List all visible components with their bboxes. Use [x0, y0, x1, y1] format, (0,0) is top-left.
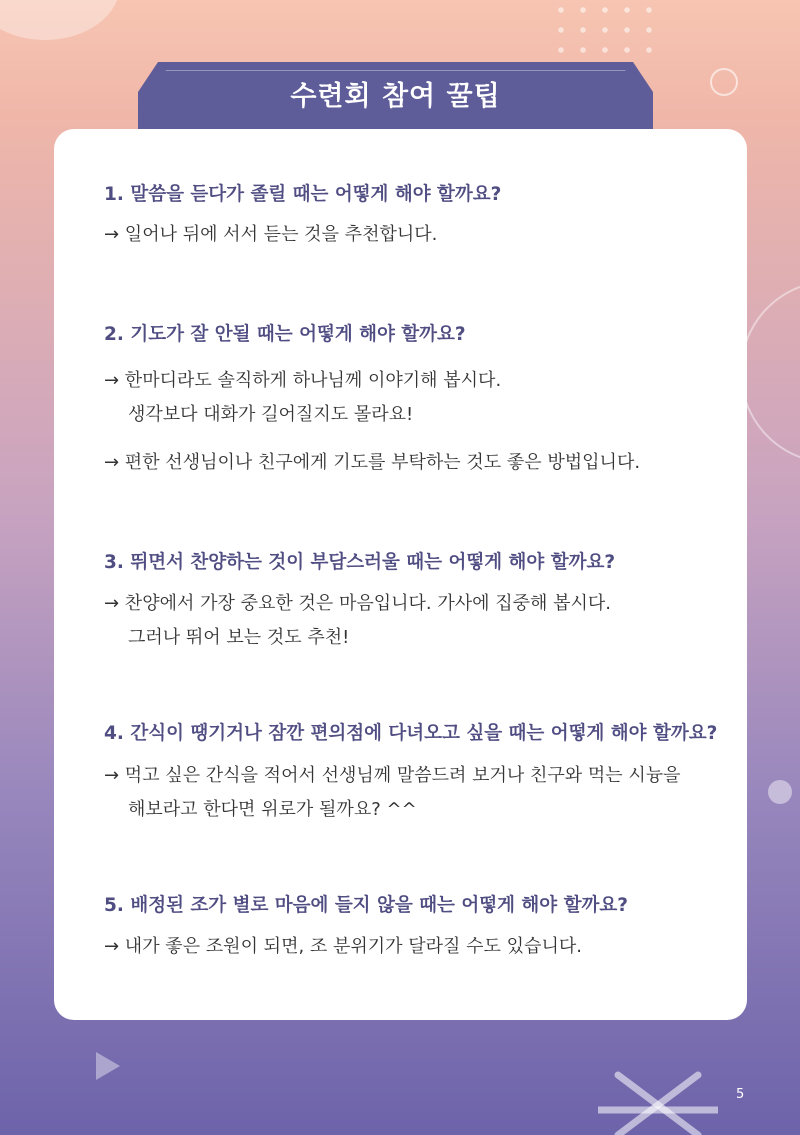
tips-card — [54, 129, 747, 1020]
answer-2b — [104, 446, 640, 480]
answer-2a-line-1: → 한마디라도 솔직하게 하나님께 이야기해 봅시다. — [104, 370, 502, 391]
page-number: 5 — [736, 1087, 745, 1102]
answer-2a — [104, 364, 501, 432]
asterisk-decoration-icon — [598, 1065, 718, 1135]
question-3: 3. 뛰면서 찬양하는 것이 부담스러울 때는 어떻게 해야 할까요? — [104, 552, 616, 573]
page-title: 수련회 참여 꿀팁 — [290, 81, 501, 112]
answer-1 — [104, 218, 437, 252]
decorative-ring-large — [740, 280, 800, 464]
decorative-ring-small — [710, 68, 738, 96]
answer-5-line-1: → 내가 좋은 조원이 되면, 조 분위기가 달라질 수도 있습니다. — [104, 936, 582, 957]
answer-4-line-2: 해보라고 한다면 위로가 될까요? ^^ — [128, 799, 417, 820]
question-2: 2. 기도가 잘 안될 때는 어떻게 해야 할까요? — [104, 324, 466, 345]
question-5: 5. 배정된 조가 별로 마음에 들지 않을 때는 어떻게 해야 할까요? — [104, 895, 628, 916]
answer-5 — [104, 930, 582, 964]
answer-4 — [104, 759, 681, 827]
decorative-dot-grid — [550, 0, 660, 60]
question-4: 4. 간식이 땡기거나 잠깐 편의점에 다녀오고 싶을 때는 어떻게 해야 할까요? — [104, 723, 718, 744]
decorative-dot — [768, 780, 792, 804]
answer-3 — [104, 587, 611, 655]
answer-3-line-1: → 찬양에서 가장 중요한 것은 마음입니다. 가사에 집중해 봅시다. — [104, 593, 611, 614]
answer-3-line-2: 그러나 뛰어 보는 것도 추천! — [128, 627, 350, 648]
answer-1-line-1: → 일어나 뒤에 서서 듣는 것을 추천합니다. — [104, 224, 438, 245]
answer-2b-line-1: → 편한 선생님이나 친구에게 기도를 부탁하는 것도 좋은 방법입니다. — [104, 452, 641, 473]
answer-4-line-1: → 먹고 싶은 간식을 적어서 선생님께 말씀드려 보거나 친구와 먹는 시늉을 — [104, 765, 681, 786]
answer-2a-line-2: 생각보다 대화가 길어질지도 몰라요! — [128, 404, 414, 425]
question-1: 1. 말씀을 듣다가 졸릴 때는 어떻게 해야 할까요? — [104, 184, 502, 205]
play-triangle-icon — [96, 1052, 120, 1080]
decorative-circle — [0, 0, 120, 40]
